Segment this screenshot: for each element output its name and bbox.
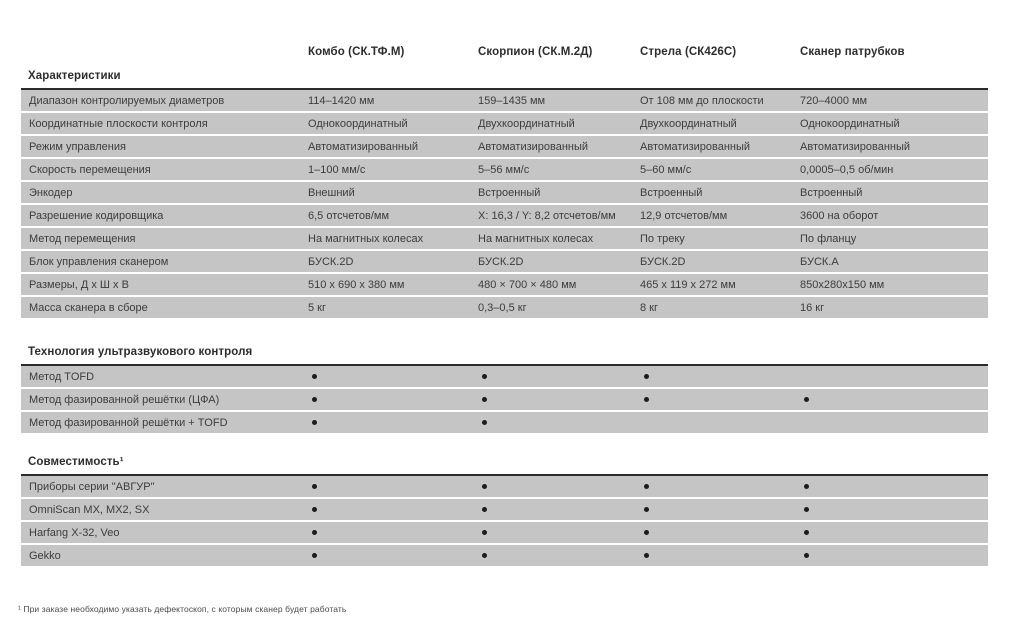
cell-value: Двухкоординатный bbox=[640, 117, 737, 130]
cell-dot bbox=[800, 545, 988, 566]
table-row bbox=[21, 522, 988, 543]
availability-dot-icon bbox=[312, 397, 317, 402]
cell-dot bbox=[478, 522, 640, 543]
column-header: Скорпион (СК.М.2Д) bbox=[478, 46, 593, 58]
cell-dot bbox=[478, 545, 640, 566]
row-label: Масса сканера в сборе bbox=[29, 301, 148, 314]
table-row bbox=[21, 412, 988, 433]
cell-value: Автоматизированный bbox=[478, 140, 589, 153]
cell-value: Автоматизированный bbox=[308, 140, 419, 153]
cell-value: 5–60 мм/с bbox=[640, 163, 692, 176]
cell-dot bbox=[478, 476, 640, 497]
cell-value: БУСК.2D bbox=[640, 255, 686, 268]
table-row bbox=[21, 205, 988, 226]
row-label: Энкодер bbox=[29, 186, 73, 199]
section-title: Совместимость¹ bbox=[28, 456, 124, 468]
row-label: Метод фазированной решётки + TOFD bbox=[29, 416, 228, 429]
cell-value: 5 кг bbox=[308, 301, 326, 314]
table-section bbox=[21, 456, 988, 566]
cell-dot bbox=[640, 389, 800, 410]
cell-dot bbox=[800, 389, 988, 410]
cell-value: По фланцу bbox=[800, 232, 857, 245]
cell-value: 0,0005–0,5 об/мин bbox=[800, 163, 894, 176]
table-row bbox=[21, 136, 988, 157]
cell-value: 5–56 мм/с bbox=[478, 163, 530, 176]
availability-dot-icon bbox=[312, 530, 317, 535]
availability-dot-icon bbox=[804, 484, 809, 489]
cell-dot bbox=[640, 499, 800, 520]
cell-dot bbox=[478, 389, 640, 410]
availability-dot-icon bbox=[312, 553, 317, 558]
cell-dot bbox=[640, 545, 800, 566]
column-header: Стрела (СК426С) bbox=[640, 46, 737, 58]
availability-dot-icon bbox=[644, 374, 649, 379]
cell-value: Однокоординатный bbox=[800, 117, 900, 130]
cell-value: БУСК.2D bbox=[478, 255, 524, 268]
cell-value: 720–4000 мм bbox=[800, 94, 868, 107]
cell-value: По треку bbox=[640, 232, 685, 245]
cell-value: 6,5 отсчетов/мм bbox=[308, 209, 390, 222]
table-row bbox=[21, 251, 988, 272]
availability-dot-icon bbox=[644, 484, 649, 489]
row-label: Блок управления сканером bbox=[29, 255, 169, 268]
cell-dot bbox=[308, 522, 478, 543]
cell-value: Внешний bbox=[308, 186, 355, 199]
availability-dot-icon bbox=[482, 553, 487, 558]
cell-value: На магнитных колесах bbox=[478, 232, 594, 245]
table-row bbox=[21, 366, 988, 387]
row-label: Размеры, Д х Ш х В bbox=[29, 278, 129, 291]
cell-dot bbox=[640, 412, 800, 433]
cell-dot bbox=[800, 412, 988, 433]
availability-dot-icon bbox=[312, 507, 317, 512]
row-label: Метод перемещения bbox=[29, 232, 136, 245]
availability-dot-icon bbox=[482, 530, 487, 535]
cell-dot bbox=[308, 545, 478, 566]
table-row bbox=[21, 499, 988, 520]
availability-dot-icon bbox=[804, 530, 809, 535]
table-row bbox=[21, 274, 988, 295]
row-label: Режим управления bbox=[29, 140, 126, 153]
row-label: Диапазон контролируемых диаметров bbox=[29, 94, 225, 107]
availability-dot-icon bbox=[804, 553, 809, 558]
cell-value: Встроенный bbox=[640, 186, 703, 199]
availability-dot-icon bbox=[644, 553, 649, 558]
table-row bbox=[21, 389, 988, 410]
footnote: ¹ При заказе необходимо указать дефектоскоп, с которым сканер будет работать bbox=[18, 604, 347, 614]
cell-value: 0,3–0,5 кг bbox=[478, 301, 527, 314]
availability-dot-icon bbox=[644, 507, 649, 512]
cell-value: 510 x 690 x 380 мм bbox=[308, 278, 405, 291]
cell-dot bbox=[800, 522, 988, 543]
table-section bbox=[21, 346, 988, 433]
cell-value: Встроенный bbox=[478, 186, 541, 199]
cell-value: На магнитных колесах bbox=[308, 232, 424, 245]
row-label: OmniScan MX, MX2, SX bbox=[29, 503, 150, 516]
row-label: Приборы серии "АВГУР" bbox=[29, 480, 155, 493]
availability-dot-icon bbox=[312, 484, 317, 489]
section-title: Технология ультразвукового контроля bbox=[28, 346, 253, 358]
availability-dot-icon bbox=[482, 397, 487, 402]
table-row bbox=[21, 297, 988, 318]
cell-value: X: 16,3 / Y: 8,2 отсчетов/мм bbox=[478, 209, 616, 222]
availability-dot-icon bbox=[312, 374, 317, 379]
cell-value: 465 x 119 x 272 мм bbox=[640, 278, 736, 291]
cell-dot bbox=[640, 366, 800, 387]
availability-dot-icon bbox=[482, 420, 487, 425]
row-label: Harfang X-32, Veo bbox=[29, 526, 120, 539]
row-label: Скорость перемещения bbox=[29, 163, 151, 176]
cell-dot bbox=[308, 412, 478, 433]
cell-dot bbox=[478, 366, 640, 387]
cell-value: 8 кг bbox=[640, 301, 658, 314]
cell-dot bbox=[308, 499, 478, 520]
availability-dot-icon bbox=[482, 484, 487, 489]
cell-dot bbox=[478, 412, 640, 433]
table-row bbox=[21, 182, 988, 203]
column-header: Комбо (СК.ТФ.М) bbox=[308, 46, 405, 58]
row-label: Координатные плоскости контроля bbox=[29, 117, 208, 130]
column-headers bbox=[21, 46, 988, 58]
cell-dot bbox=[640, 522, 800, 543]
cell-dot bbox=[640, 476, 800, 497]
row-label: Метод фазированной решётки (ЦФА) bbox=[29, 393, 220, 406]
row-label: Метод TOFD bbox=[29, 370, 95, 383]
section-title: Характеристики bbox=[28, 70, 121, 82]
cell-value: Автоматизированный bbox=[800, 140, 911, 153]
availability-dot-icon bbox=[804, 507, 809, 512]
table-row bbox=[21, 159, 988, 180]
cell-dot bbox=[308, 389, 478, 410]
table-section bbox=[21, 70, 988, 318]
cell-value: Двухкоординатный bbox=[478, 117, 575, 130]
cell-dot bbox=[308, 366, 478, 387]
column-header: Сканер патрубков bbox=[800, 46, 905, 58]
row-label: Gekko bbox=[29, 549, 61, 562]
table-row bbox=[21, 113, 988, 134]
cell-value: 3600 на оборот bbox=[800, 209, 879, 222]
section-rows bbox=[21, 88, 988, 318]
cell-value: Автоматизированный bbox=[640, 140, 751, 153]
section-rows bbox=[21, 364, 988, 433]
availability-dot-icon bbox=[482, 507, 487, 512]
cell-value: 850x280x150 мм bbox=[800, 278, 885, 291]
row-label: Разрешение кодировщика bbox=[29, 209, 164, 222]
cell-value: 12,9 отсчетов/мм bbox=[640, 209, 728, 222]
table-row bbox=[21, 545, 988, 566]
table-row bbox=[21, 228, 988, 249]
cell-value: 114–1420 мм bbox=[308, 94, 375, 107]
cell-dot bbox=[308, 476, 478, 497]
cell-dot bbox=[800, 499, 988, 520]
cell-dot bbox=[800, 476, 988, 497]
availability-dot-icon bbox=[644, 397, 649, 402]
table-row bbox=[21, 476, 988, 497]
table-row bbox=[21, 90, 988, 111]
availability-dot-icon bbox=[804, 397, 809, 402]
availability-dot-icon bbox=[644, 530, 649, 535]
cell-value: От 108 мм до плоскости bbox=[640, 94, 764, 107]
section-rows bbox=[21, 474, 988, 566]
cell-value: Однокоординатный bbox=[308, 117, 408, 130]
cell-dot bbox=[478, 499, 640, 520]
cell-value: Встроенный bbox=[800, 186, 863, 199]
availability-dot-icon bbox=[312, 420, 317, 425]
cell-value: 16 кг bbox=[800, 301, 825, 314]
availability-dot-icon bbox=[482, 374, 487, 379]
cell-dot bbox=[800, 366, 988, 387]
cell-value: БУСК.2D bbox=[308, 255, 354, 268]
cell-value: 1–100 мм/с bbox=[308, 163, 366, 176]
cell-value: 480 × 700 × 480 мм bbox=[478, 278, 577, 291]
column-header-spacer bbox=[21, 46, 308, 58]
cell-value: БУСК.А bbox=[800, 255, 839, 268]
cell-value: 159–1435 мм bbox=[478, 94, 546, 107]
